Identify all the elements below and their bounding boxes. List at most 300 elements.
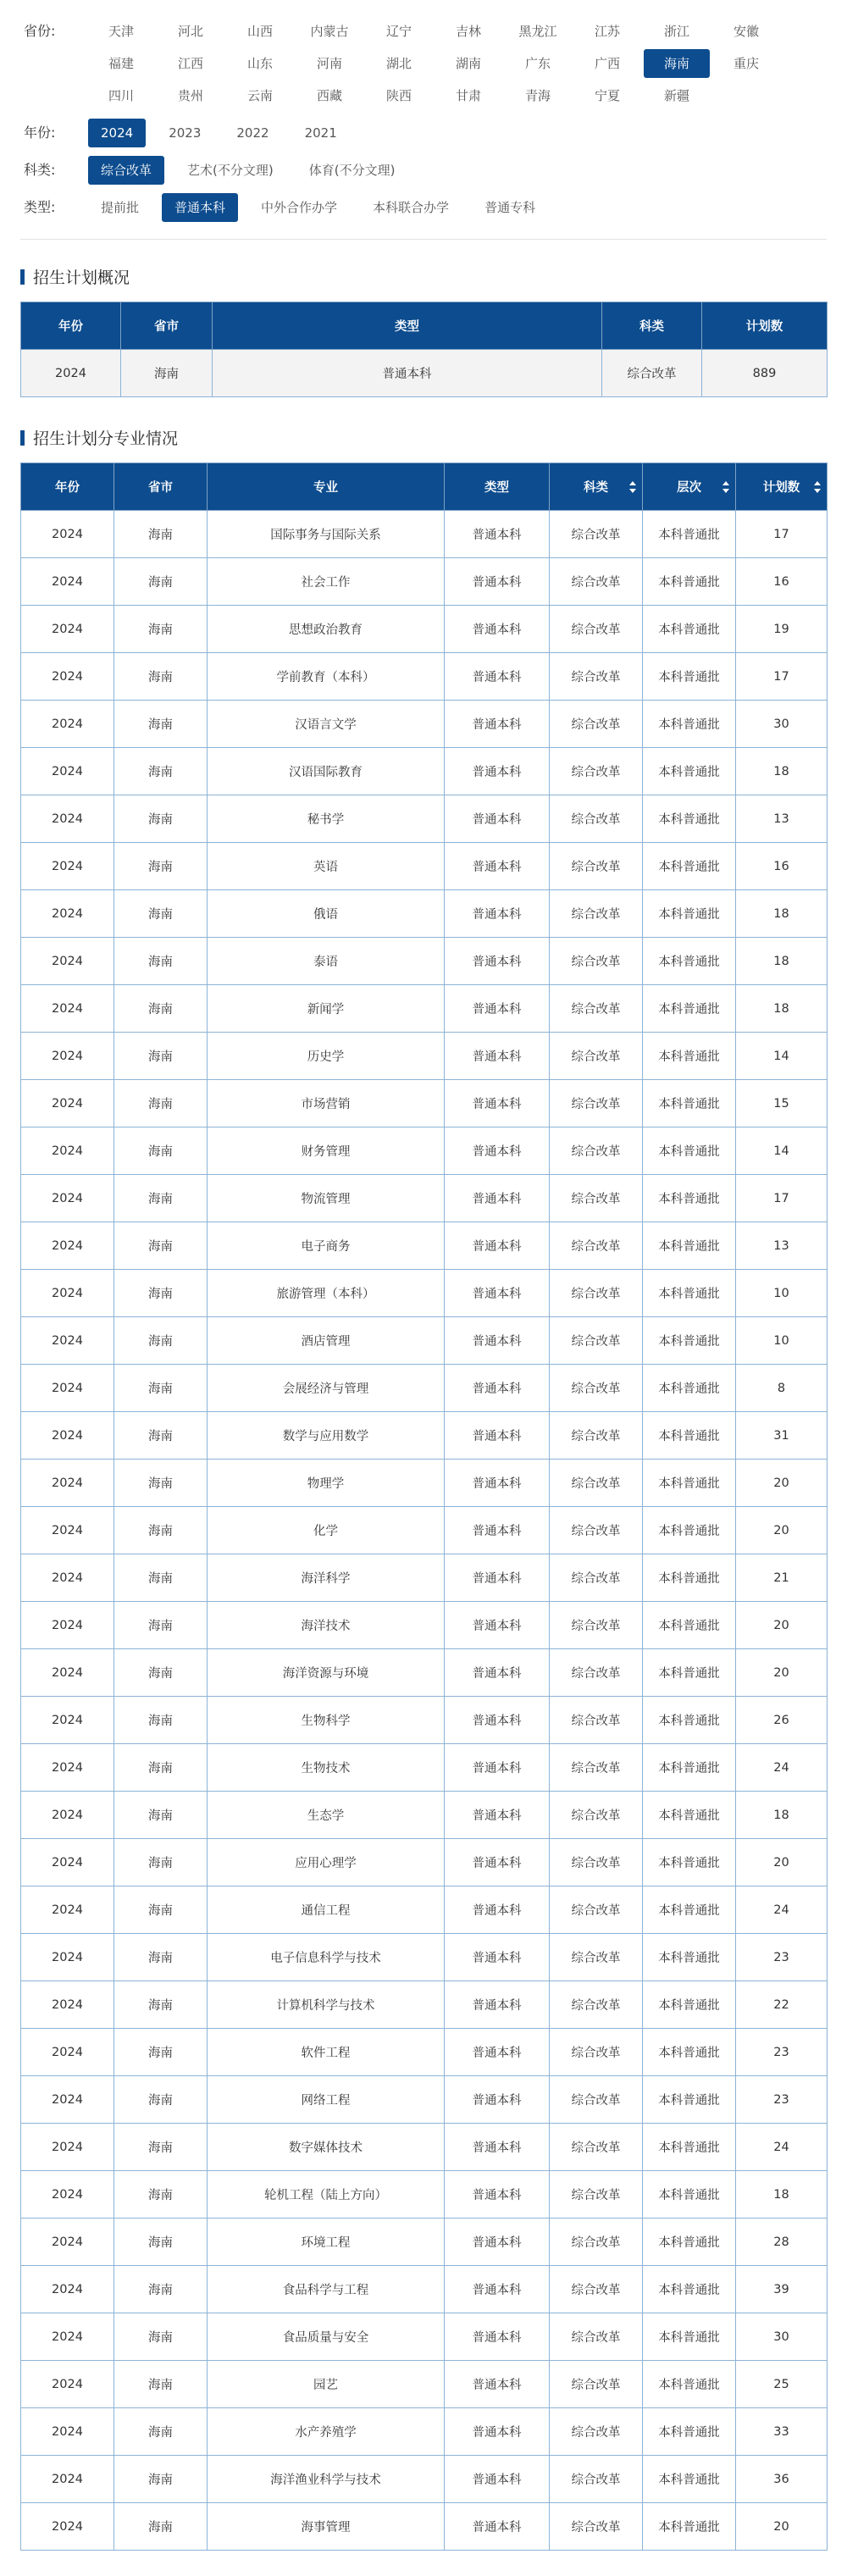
table-cell: 本科普通批 [643,2266,736,2313]
column-header-label: 科类 [584,481,608,495]
province-option[interactable]: 湖南 [455,56,481,71]
year-options [88,119,827,147]
table-cell: 18 [736,2171,828,2219]
year-filter-label: 年份: [24,125,56,141]
province-option[interactable]: 河南 [316,56,342,71]
table-cell: 2024 [21,2266,114,2313]
province-option[interactable]: 云南 [246,88,273,103]
column-header-label: 省市 [148,481,173,495]
table-cell: 本科普通批 [643,1365,736,1412]
table-cell: 综合改革 [550,2076,643,2124]
province-option[interactable]: 宁夏 [594,88,620,103]
table-cell: 普通本科 [445,1554,550,1602]
subject-option[interactable]: 体育(不分文理) [308,163,396,178]
province-option[interactable]: 河北 [177,24,203,39]
table-cell: 网络工程 [208,2076,445,2124]
table-cell: 2024 [21,1934,114,1981]
table-cell: 综合改革 [550,748,643,795]
table-row [21,1507,828,1554]
table-cell: 2024 [21,1602,114,1649]
table-cell: 数学与应用数学 [208,1412,445,1460]
table-cell: 食品质量与安全 [208,2313,445,2361]
table-cell: 普通本科 [445,1080,550,1127]
table-cell: 海南 [121,350,213,397]
subject-option-selected[interactable]: 综合改革 [88,156,164,185]
table-cell: 普通本科 [445,2361,550,2408]
table-cell: 海南 [114,653,208,701]
table-cell: 18 [736,890,828,938]
table-cell: 海南 [114,511,208,558]
table-cell: 本科普通批 [643,1744,736,1792]
table-cell: 普通本科 [445,795,550,843]
table-cell: 31 [736,1412,828,1460]
table-row [21,1886,828,1934]
subject-filter-label: 科类: [24,162,56,178]
type-options [88,193,827,222]
table-cell: 泰语 [208,938,445,985]
summary-title-text: 招生计划概况 [33,269,130,287]
province-option[interactable]: 陕西 [385,88,412,103]
table-cell: 海南 [114,938,208,985]
table-cell: 学前教育（本科） [208,653,445,701]
table-cell: 海南 [114,1270,208,1317]
table-cell: 2024 [21,890,114,938]
table-cell: 综合改革 [550,1460,643,1507]
table-cell: 海南 [114,1554,208,1602]
table-cell: 2024 [21,1744,114,1792]
table-cell: 海南 [114,1033,208,1080]
detail-column-header [208,463,445,511]
table-cell: 2024 [21,2029,114,2076]
table-cell: 本科普通批 [643,2076,736,2124]
province-filter [20,17,827,110]
table-cell: 市场营销 [208,1080,445,1127]
province-option[interactable]: 山东 [246,56,273,71]
table-cell: 海洋科学 [208,1554,445,1602]
table-cell: 海南 [114,2503,208,2551]
table-cell: 综合改革 [550,1365,643,1412]
province-options [88,17,783,110]
table-cell: 2024 [21,2076,114,2124]
table-cell: 36 [736,2456,828,2503]
province-option[interactable]: 青海 [524,88,551,103]
table-cell: 16 [736,843,828,890]
table-cell: 20 [736,1507,828,1554]
year-option-selected[interactable]: 2024 [88,119,146,147]
province-option[interactable]: 四川 [108,88,134,103]
table-cell: 化学 [208,1507,445,1554]
table-cell: 综合改革 [550,2408,643,2456]
table-row [21,1175,828,1222]
table-cell: 2024 [21,511,114,558]
table-row [21,558,828,606]
table-cell: 海洋渔业科学与技术 [208,2456,445,2503]
table-cell: 23 [736,2076,828,2124]
table-cell: 综合改革 [550,1602,643,1649]
table-cell: 综合改革 [550,1792,643,1839]
title-marker [20,269,25,285]
province-option[interactable]: 吉林 [455,24,481,39]
table-row [21,2029,828,2076]
sort-icon[interactable] [628,480,637,494]
subject-option[interactable]: 艺术(不分文理) [187,163,274,178]
table-cell: 本科普通批 [643,2219,736,2266]
table-cell: 普通本科 [445,938,550,985]
detail-title-text: 招生计划分专业情况 [33,429,179,448]
province-option-selected[interactable]: 海南 [644,49,710,78]
table-row [21,1080,828,1127]
table-cell: 普通本科 [445,1649,550,1697]
province-option[interactable]: 甘肃 [455,88,481,103]
table-cell: 本科普通批 [643,653,736,701]
table-cell: 海南 [114,1886,208,1934]
table-cell: 17 [736,1175,828,1222]
table-cell: 普通本科 [445,1839,550,1886]
table-cell: 电子信息科学与技术 [208,1934,445,1981]
detail-column-header[interactable] [550,463,643,511]
table-cell: 本科普通批 [643,1697,736,1744]
table-cell: 2024 [21,1839,114,1886]
table-cell: 普通本科 [445,748,550,795]
table-cell: 2024 [21,1649,114,1697]
province-option[interactable]: 江苏 [594,24,620,39]
table-cell: 历史学 [208,1033,445,1080]
province-option[interactable]: 山西 [246,24,273,39]
summary-column-header: 类型 [213,302,602,350]
table-cell: 2024 [21,558,114,606]
table-cell: 生物科学 [208,1697,445,1744]
province-option[interactable]: 福建 [108,56,134,71]
table-cell: 海事管理 [208,2503,445,2551]
column-header-label: 专业 [313,481,338,495]
table-row [21,2361,828,2408]
table-cell: 普通本科 [445,2124,550,2171]
table-cell: 综合改革 [550,1507,643,1554]
table-cell: 本科普通批 [643,1222,736,1270]
table-cell: 本科普通批 [643,1649,736,1697]
table-cell: 2024 [21,1507,114,1554]
table-cell: 2024 [21,795,114,843]
table-cell: 普通本科 [445,1886,550,1934]
table-cell: 综合改革 [550,938,643,985]
table-cell: 本科普通批 [643,1602,736,1649]
table-cell: 本科普通批 [643,1127,736,1175]
table-cell: 海南 [114,2408,208,2456]
table-cell: 14 [736,1127,828,1175]
table-cell: 综合改革 [602,350,702,397]
table-row [21,1839,828,1886]
table-cell: 普通本科 [445,1222,550,1270]
table-cell: 电子商务 [208,1222,445,1270]
table-cell: 2024 [21,1412,114,1460]
table-cell: 综合改革 [550,653,643,701]
table-cell: 10 [736,1317,828,1365]
summary-table [20,302,828,397]
province-option[interactable]: 天津 [108,24,134,39]
table-cell: 2024 [21,938,114,985]
table-cell: 17 [736,511,828,558]
table-row [21,2313,828,2361]
table-cell: 海南 [114,2124,208,2171]
detail-column-header [445,463,550,511]
table-row [21,1033,828,1080]
table-cell: 海南 [114,1981,208,2029]
sort-icon[interactable] [813,480,822,494]
table-cell: 海南 [114,606,208,653]
table-cell: 普通本科 [445,653,550,701]
table-cell: 普通本科 [445,890,550,938]
table-cell: 本科普通批 [643,890,736,938]
table-cell: 普通本科 [445,1602,550,1649]
table-cell: 海南 [114,1460,208,1507]
table-cell: 会展经济与管理 [208,1365,445,1412]
province-option[interactable]: 重庆 [733,56,759,71]
table-cell: 海南 [114,1365,208,1412]
table-cell: 本科普通批 [643,1460,736,1507]
table-cell: 生物技术 [208,1744,445,1792]
table-cell: 20 [736,1649,828,1697]
table-cell: 28 [736,2219,828,2266]
table-cell: 综合改革 [550,1649,643,1697]
table-row [21,2171,828,2219]
table-cell: 2024 [21,748,114,795]
table-cell: 国际事务与国际关系 [208,511,445,558]
table-cell: 综合改革 [550,606,643,653]
table-cell: 30 [736,701,828,748]
summary-header-row [21,302,828,350]
table-row [21,2076,828,2124]
table-row [21,1412,828,1460]
table-cell: 本科普通批 [643,2503,736,2551]
table-cell: 海南 [114,1697,208,1744]
detail-column-header [21,463,114,511]
province-option[interactable]: 新疆 [663,88,689,103]
table-cell: 综合改革 [550,558,643,606]
table-cell: 普通本科 [445,2503,550,2551]
table-cell: 本科普通批 [643,1175,736,1222]
table-cell: 环境工程 [208,2219,445,2266]
table-row [21,1934,828,1981]
table-cell: 软件工程 [208,2029,445,2076]
table-cell: 30 [736,2313,828,2361]
table-cell: 普通本科 [445,1033,550,1080]
table-cell: 综合改革 [550,795,643,843]
table-cell: 汉语国际教育 [208,748,445,795]
province-option[interactable]: 浙江 [663,24,689,39]
table-cell: 33 [736,2408,828,2456]
table-cell: 园艺 [208,2361,445,2408]
table-cell: 普通本科 [445,511,550,558]
province-filter-label: 省份: [24,23,56,39]
type-option[interactable]: 提前批 [101,200,140,215]
table-cell: 本科普通批 [643,511,736,558]
table-cell: 物理学 [208,1460,445,1507]
table-cell: 普通本科 [445,1981,550,2029]
table-cell: 普通本科 [445,701,550,748]
table-cell: 综合改革 [550,1127,643,1175]
year-option[interactable]: 2022 [236,125,269,141]
table-cell: 普通本科 [445,1744,550,1792]
type-option-selected[interactable]: 普通本科 [162,193,238,222]
table-row [21,1649,828,1697]
table-row [21,1222,828,1270]
table-cell: 海南 [114,1507,208,1554]
table-cell: 20 [736,1602,828,1649]
table-cell: 海洋技术 [208,1602,445,1649]
table-cell: 社会工作 [208,558,445,606]
province-option[interactable]: 广西 [594,56,620,71]
table-cell: 本科普通批 [643,1507,736,1554]
table-cell: 21 [736,1554,828,1602]
table-cell: 普通本科 [445,1934,550,1981]
table-cell: 2024 [21,2219,114,2266]
table-cell: 海南 [114,1839,208,1886]
table-cell: 普通本科 [445,1317,550,1365]
detail-column-header[interactable] [736,463,828,511]
table-cell: 2024 [21,1886,114,1934]
table-cell: 本科普通批 [643,938,736,985]
province-option[interactable]: 黑龙江 [518,24,557,39]
table-cell: 综合改革 [550,2313,643,2361]
table-cell: 综合改革 [550,1697,643,1744]
table-row [21,843,828,890]
table-cell: 本科普通批 [643,2408,736,2456]
table-cell: 综合改革 [550,1744,643,1792]
table-cell: 综合改革 [550,1934,643,1981]
column-header-label: 年份 [55,481,80,495]
table-cell: 本科普通批 [643,795,736,843]
table-cell: 889 [702,350,828,397]
table-cell: 2024 [21,1792,114,1839]
province-option[interactable]: 西藏 [316,88,342,103]
table-row [21,1127,828,1175]
table-cell: 8 [736,1365,828,1412]
detail-table [20,463,828,2551]
table-cell: 普通本科 [445,2456,550,2503]
table-cell: 25 [736,2361,828,2408]
table-cell: 本科普通批 [643,748,736,795]
table-cell: 2024 [21,1365,114,1412]
province-option[interactable]: 江西 [177,56,203,71]
table-cell: 24 [736,1886,828,1934]
type-filter-label: 类型: [24,199,56,215]
province-option[interactable]: 贵州 [177,88,203,103]
summary-column-header: 年份 [21,302,121,350]
table-cell: 39 [736,2266,828,2313]
table-cell: 综合改革 [550,1175,643,1222]
table-cell: 26 [736,1697,828,1744]
table-cell: 15 [736,1080,828,1127]
table-cell: 普通本科 [445,1792,550,1839]
table-row [21,795,828,843]
column-header-label: 计划数 [762,481,800,495]
table-cell: 普通本科 [445,1412,550,1460]
table-cell: 生态学 [208,1792,445,1839]
table-cell: 海南 [114,701,208,748]
table-row [21,1792,828,1839]
table-cell: 23 [736,1934,828,1981]
table-cell: 海南 [114,2219,208,2266]
table-cell: 综合改革 [550,2124,643,2171]
province-option[interactable]: 辽宁 [385,24,412,39]
table-cell: 综合改革 [550,2171,643,2219]
table-cell: 海南 [114,2076,208,2124]
table-cell: 海南 [114,1934,208,1981]
table-cell: 普通本科 [445,558,550,606]
province-option[interactable]: 安徽 [733,24,759,39]
table-cell: 海南 [114,1127,208,1175]
table-cell: 14 [736,1033,828,1080]
table-cell: 普通本科 [445,1127,550,1175]
sort-icon[interactable] [722,480,730,494]
table-row [21,606,828,653]
type-option[interactable]: 本科联合办学 [373,200,450,215]
province-option[interactable]: 内蒙古 [310,24,349,39]
table-cell: 16 [736,558,828,606]
table-cell: 22 [736,1981,828,2029]
table-row [21,1365,828,1412]
table-cell: 应用心理学 [208,1839,445,1886]
year-option[interactable]: 2023 [169,125,202,141]
table-cell: 本科普通批 [643,843,736,890]
table-cell: 综合改革 [550,985,643,1033]
table-row [21,1697,828,1744]
table-row [21,748,828,795]
table-cell: 普通本科 [445,1460,550,1507]
table-cell: 本科普通批 [643,2124,736,2171]
table-cell: 海南 [114,2171,208,2219]
table-cell: 数字媒体技术 [208,2124,445,2171]
table-row [21,2219,828,2266]
table-cell: 普通本科 [445,2408,550,2456]
table-cell: 海南 [114,843,208,890]
detail-section-title [20,426,827,449]
table-cell: 2024 [21,985,114,1033]
table-cell: 旅游管理（本科） [208,1270,445,1317]
type-option[interactable]: 中外合作办学 [261,200,338,215]
table-cell: 轮机工程（陆上方向） [208,2171,445,2219]
table-cell: 海南 [114,1792,208,1839]
table-cell: 海南 [114,1175,208,1222]
table-cell: 本科普通批 [643,1792,736,1839]
table-cell: 普通本科 [445,2313,550,2361]
year-option[interactable]: 2021 [304,125,337,141]
table-cell: 2024 [21,1222,114,1270]
table-cell: 23 [736,2029,828,2076]
table-cell: 本科普通批 [643,606,736,653]
table-cell: 海南 [114,985,208,1033]
table-cell: 本科普通批 [643,1886,736,1934]
table-cell: 17 [736,653,828,701]
table-cell: 普通本科 [445,2266,550,2313]
detail-header-row [21,463,828,511]
table-row [21,1460,828,1507]
table-cell: 2024 [21,1175,114,1222]
province-option[interactable]: 湖北 [385,56,412,71]
table-cell: 海洋资源与环境 [208,1649,445,1697]
detail-column-header[interactable] [643,463,736,511]
table-cell: 思想政治教育 [208,606,445,653]
table-cell: 2024 [21,2313,114,2361]
table-cell: 海南 [114,2313,208,2361]
province-option[interactable]: 广东 [524,56,551,71]
table-cell: 海南 [114,1317,208,1365]
table-cell: 普通本科 [445,2029,550,2076]
type-option[interactable]: 普通专科 [484,200,536,215]
table-cell: 2024 [21,1270,114,1317]
table-cell: 2024 [21,843,114,890]
table-cell: 海南 [114,2361,208,2408]
